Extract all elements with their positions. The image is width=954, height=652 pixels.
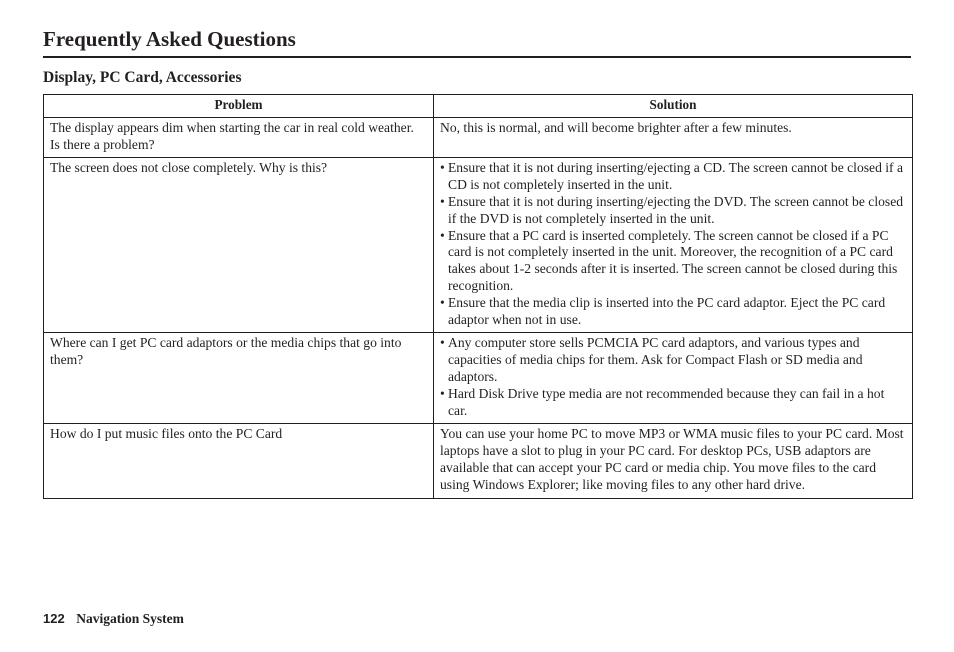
problem-cell: The screen does not close completely. Why is this? [44, 158, 434, 333]
table-row [44, 158, 913, 333]
solution-bullet: • Ensure that a PC card is inserted completely. The screen cannot be closed if a PC card is not completely inserted in the unit. Moreover, the recognition of a PC card takes about 1-2 seconds after it is inserted. The screen cannot be closed during this recognition. [440, 228, 906, 295]
problem-cell: Where can I get PC card adaptors or the media chips that go into them? [44, 333, 434, 424]
table-row [44, 333, 913, 424]
solution-bullet-list [440, 160, 906, 328]
section-heading: Display, PC Card, Accessories [43, 69, 242, 86]
page-number: 122 [43, 611, 65, 626]
solution-cell: You can use your home PC to move MP3 or WMA music files to your PC card. Most laptops have a slot to plug in your PC card. For desktop PCs, USB adaptors are available that can accept your PC card or media chip. You move files to the card using Windows Explorer; like moving files to any other hard drive. [434, 424, 913, 498]
solution-bullet: • Ensure that it is not during inserting/ejecting a CD. The screen cannot be closed if a CD is not completely inserted in the unit. [440, 160, 906, 194]
solution-bullet-list [440, 335, 906, 419]
problem-column-header: Problem [44, 95, 434, 118]
problem-cell: The display appears dim when starting the car in real cold weather. Is there a problem? [44, 117, 434, 158]
table-row [44, 117, 913, 158]
problem-cell: How do I put music files onto the PC Card [44, 424, 434, 498]
solution-bullet: • Ensure that it is not during inserting/ejecting the DVD. The screen cannot be closed if the DVD is not completely inserted in the unit. [440, 194, 906, 228]
title-divider [43, 56, 911, 58]
faq-table [43, 94, 913, 499]
table-header-row [44, 95, 913, 118]
solution-column-header: Solution [434, 95, 913, 118]
solution-cell: No, this is normal, and will become brighter after a few minutes. [434, 117, 913, 158]
footer-label: Navigation System [76, 611, 184, 626]
solution-cell [434, 158, 913, 333]
solution-bullet: • Hard Disk Drive type media are not recommended because they can fail in a hot car. [440, 386, 906, 420]
page-footer [43, 610, 184, 629]
solution-bullet: • Ensure that the media clip is inserted into the PC card adaptor. Eject the PC card adaptor when not in use. [440, 295, 906, 329]
table-row [44, 424, 913, 498]
page-title: Frequently Asked Questions [43, 27, 296, 51]
solution-bullet: • Any computer store sells PCMCIA PC card adaptors, and various types and capacities of media chips for them. Ask for Compact Flash or SD media and adaptors. [440, 335, 906, 385]
solution-cell [434, 333, 913, 424]
